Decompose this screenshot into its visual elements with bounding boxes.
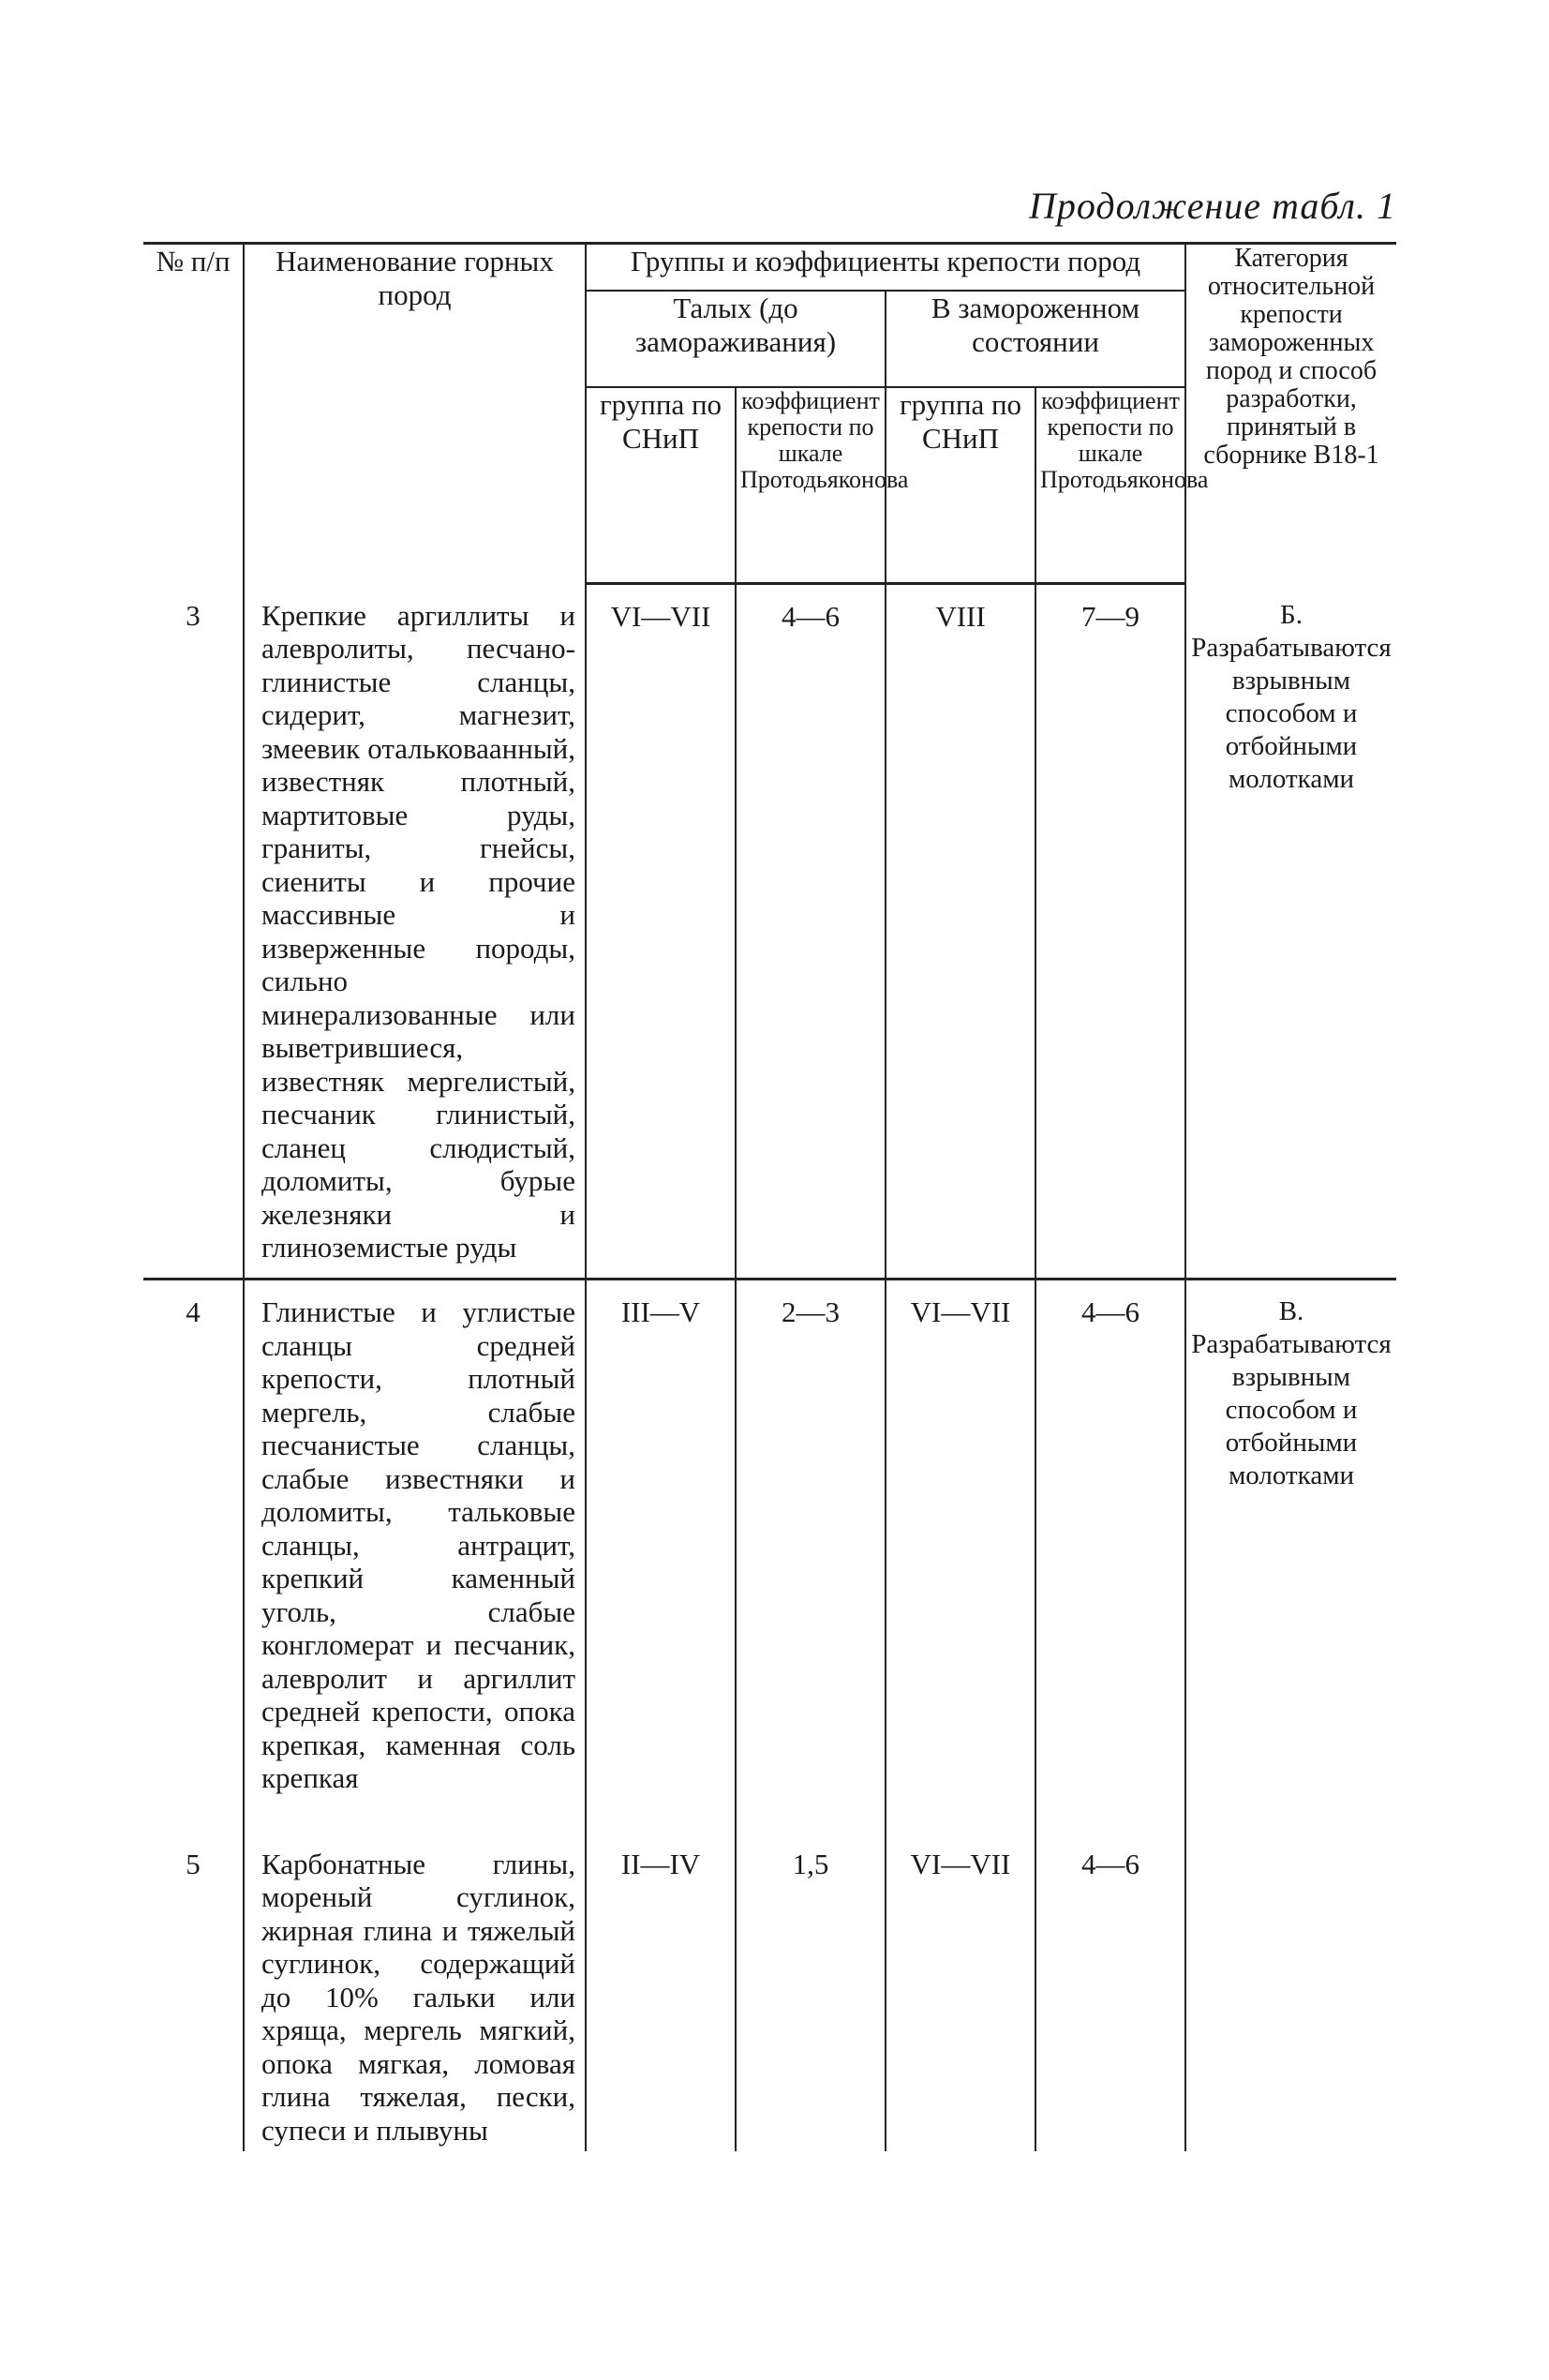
table-caption: Продолжение табл. 1 — [1028, 185, 1396, 227]
frozen-coef: 7—9 — [1035, 584, 1185, 1280]
thawed-group: VI—VII — [586, 584, 736, 1280]
rock-name: Глинистые и углистые сланцы средней крепости, плотный мергель, слабые песчанистые сланцы, слабые известняки и доломиты, тальковые сланцы, антрацит, крепкий каменный уголь, слабые конгломерат и песчаник, алевролит и аргиллит средней крепости, опока крепкая, каменная соль крепкая — [244, 1280, 586, 1833]
header-frozen: В замороженном состоянии — [886, 291, 1185, 387]
row-num: 5 — [186, 1847, 201, 1880]
header-thawed: Талых (до замораживания) — [586, 291, 886, 387]
rock-name: Крепкие аргиллиты и алевролиты, песчано-глинистые сланцы, сидерит, магнезит, змеевик отальковаанный, известняк плотный, мартитовые руды, граниты, гнейсы, сиениты и прочие массивные и изверженные породы, сильно минерализованные или выветрившиеся, известняк мергелистый, песчаник глинистый, сланец слюдистый, доломиты, бурые железняки и глиноземистые руды — [244, 584, 586, 1280]
header-thawed-group: группа по СНиП — [586, 387, 736, 584]
thawed-coef: 1,5 — [736, 1833, 886, 2151]
header-frozen-group: группа по СНиП — [886, 387, 1035, 584]
header-category: Категория относительной крепости замороженных пород и способ разработки, принятый в сборнике В18-1 — [1185, 244, 1396, 584]
table-row — [143, 1833, 1396, 2151]
header-thawed-coef: коэффициент крепости по шкале Протодьяконова — [736, 387, 886, 584]
header-groups: Группы и коэффициенты крепости пород — [586, 244, 1185, 291]
header-num: № п/п — [143, 244, 244, 584]
frozen-group: VI—VII — [886, 1280, 1035, 1833]
category-method: В. Разрабатываются взрывным способом и отбойными молотками — [1185, 1280, 1396, 1833]
table-row — [143, 1280, 1396, 1833]
row-num: 4 — [143, 1280, 244, 1833]
thawed-coef: 4—6 — [736, 584, 886, 1280]
header-frozen-coef: коэффициент крепости по шкале Протодьяконова — [1035, 387, 1185, 584]
table-row — [143, 584, 1396, 1280]
frozen-coef: 4—6 — [1035, 1833, 1185, 2151]
rock-name: Карбонатные глины, мореный суглинок, жирная глина и тяжелый суглинок, содержащий до 10% гальки или хряща, мергель мягкий, опока мягкая, ломовая глина тяжелая, пески, супеси и плывуны — [244, 1833, 586, 2151]
thawed-group: II—IV — [586, 1833, 736, 2151]
thawed-group: III—V — [586, 1280, 736, 1833]
header-name: Наименование горных пород — [244, 244, 586, 584]
category-method — [1185, 1833, 1396, 2151]
frozen-group: VI—VII — [886, 1833, 1035, 2151]
thawed-coef: 2—3 — [736, 1280, 886, 1833]
row-num: 3 — [186, 598, 201, 632]
frozen-group: VIII — [886, 584, 1035, 1280]
frozen-coef: 4—6 — [1035, 1280, 1185, 1833]
rock-strength-table — [143, 242, 1396, 2151]
category-method: Б. Разрабатываются взрывным способом и отбойными молотками — [1185, 584, 1396, 1280]
